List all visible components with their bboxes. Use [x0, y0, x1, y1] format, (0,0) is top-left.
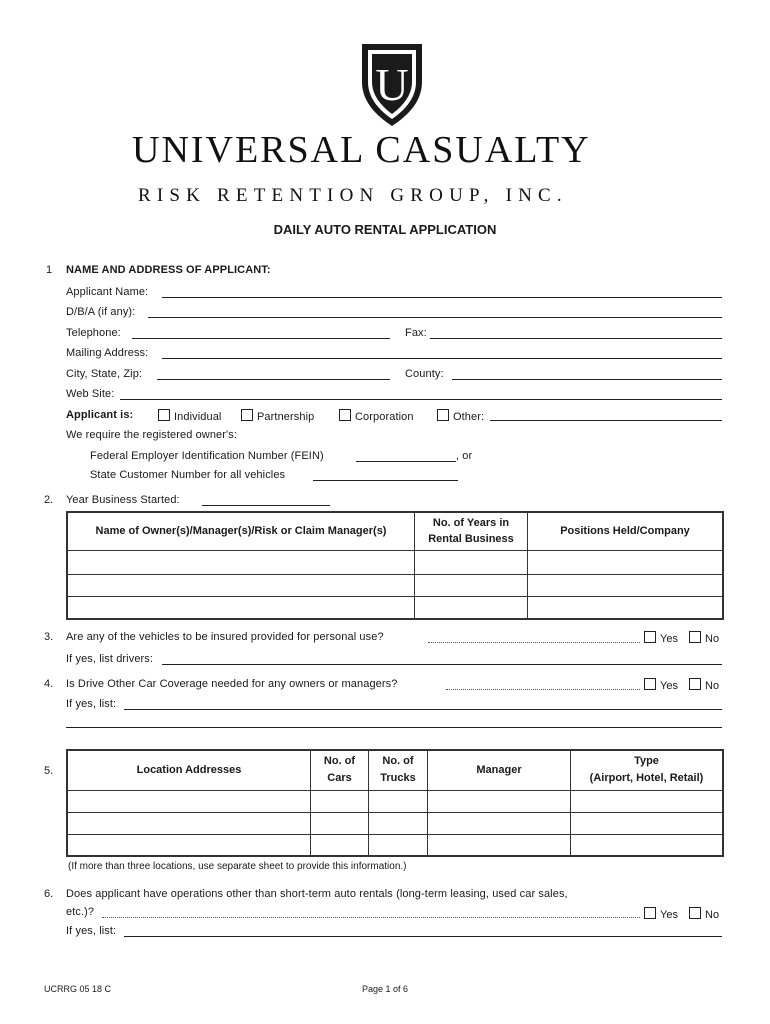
section-6-no-checkbox[interactable]: [689, 907, 701, 919]
owners-years-header: No. of Years in Rental Business: [415, 512, 528, 550]
section-2-number: 2.: [44, 494, 54, 506]
section-3-yes-checkbox[interactable]: [644, 631, 656, 643]
state-customer-label: State Customer Number for all vehicles: [90, 469, 286, 481]
manager-cell[interactable]: [428, 812, 571, 834]
cars-cell[interactable]: [311, 834, 369, 856]
owners-positions-cell[interactable]: [528, 596, 724, 619]
owners-name-header: Name of Owner(s)/Manager(s)/Risk or Claim Manager(s): [67, 512, 415, 550]
section-1-heading: NAME AND ADDRESS OF APPLICANT:: [66, 264, 271, 276]
section-6-number: 6.: [44, 888, 54, 900]
trucks-header: [369, 750, 428, 790]
county-label: County:: [405, 368, 444, 380]
table-row: [67, 550, 723, 574]
type-header-line1: Type: [634, 755, 659, 768]
web-site-field[interactable]: [120, 399, 722, 400]
applicant-name-label: Applicant Name:: [66, 286, 149, 298]
owners-name-cell[interactable]: [67, 550, 415, 574]
manager-cell[interactable]: [428, 790, 571, 812]
section-4-answers: [644, 678, 719, 692]
owners-positions-cell[interactable]: [528, 574, 724, 596]
location-cell[interactable]: [67, 834, 311, 856]
section-3-no-label: No: [705, 633, 720, 645]
section-1-number: 1: [46, 264, 53, 276]
fein-label: Federal Employer Identification Number (FEIN): [90, 450, 324, 462]
fax-label: Fax:: [405, 327, 427, 339]
require-text: We require the registered owner's:: [66, 429, 237, 441]
location-cell[interactable]: [67, 812, 311, 834]
owners-name-cell[interactable]: [67, 574, 415, 596]
type-cell[interactable]: [571, 790, 724, 812]
individual-label: Individual: [174, 411, 222, 423]
section-6-yes-label: Yes: [660, 909, 678, 921]
locations-table: [66, 749, 724, 857]
section-3-number: 3.: [44, 631, 54, 643]
state-customer-field[interactable]: [313, 480, 458, 481]
fein-field[interactable]: [356, 461, 456, 462]
other-checkbox[interactable]: [437, 409, 449, 421]
mailing-address-field[interactable]: [162, 358, 722, 359]
trucks-cell[interactable]: [369, 790, 428, 812]
telephone-field[interactable]: [132, 338, 390, 339]
section-4-no-label: No: [705, 680, 720, 692]
company-subtitle: RISK RETENTION GROUP, INC.: [138, 185, 568, 206]
location-cell[interactable]: [67, 790, 311, 812]
section-4-number: 4.: [44, 678, 54, 690]
form-code: UCRRG 05 18 C: [44, 984, 112, 994]
partnership-checkbox[interactable]: [241, 409, 253, 421]
section-4-no-checkbox[interactable]: [689, 678, 701, 690]
trucks-header-line1: No. of: [382, 755, 414, 768]
county-field[interactable]: [452, 379, 722, 380]
type-cell[interactable]: [571, 812, 724, 834]
mailing-address-label: Mailing Address:: [66, 347, 149, 359]
section-4-list-field-2[interactable]: [66, 727, 722, 728]
section-6-question-line2: etc.)?: [66, 906, 95, 918]
option-corporation[interactable]: [339, 409, 414, 423]
trucks-header-line2: Trucks: [380, 772, 416, 785]
section-4-if-yes: If yes, list:: [66, 698, 117, 710]
section-6-question-line1: Does applicant have operations other than short-term auto rentals (long-term leasing, used car sales,: [66, 888, 568, 900]
cars-header-line1: No. of: [323, 755, 356, 768]
company-logo-shield: [360, 42, 424, 128]
form-title: DAILY AUTO RENTAL APPLICATION: [273, 222, 497, 237]
dba-label: D/B/A (if any):: [66, 306, 136, 318]
cars-header: [311, 750, 369, 790]
trucks-cell[interactable]: [369, 812, 428, 834]
section-4-yes-label: Yes: [660, 680, 678, 692]
applicant-name-field[interactable]: [162, 297, 722, 298]
year-started-field[interactable]: [202, 505, 330, 506]
section-4-list-field-1[interactable]: [124, 709, 722, 710]
option-partnership[interactable]: [241, 409, 314, 423]
web-site-label: Web Site:: [66, 388, 115, 400]
option-individual[interactable]: [158, 409, 221, 423]
section-4-yes-checkbox[interactable]: [644, 678, 656, 690]
corporation-checkbox[interactable]: [339, 409, 351, 421]
section-6-list-field[interactable]: [124, 936, 722, 937]
dba-field[interactable]: [148, 317, 722, 318]
cars-header-line2: Cars: [327, 772, 352, 785]
locations-note: (If more than three locations, use separate sheet to provide this information.): [68, 861, 407, 872]
location-header: Location Addresses: [67, 750, 311, 790]
owners-years-cell[interactable]: [415, 550, 528, 574]
section-6-leader: [102, 917, 640, 918]
other-field[interactable]: [490, 420, 722, 421]
option-other[interactable]: [437, 409, 484, 423]
type-header-line2: (Airport, Hotel, Retail): [589, 772, 704, 785]
fax-field[interactable]: [430, 338, 722, 339]
section-6-if-yes: If yes, list:: [66, 925, 117, 937]
owners-years-cell[interactable]: [415, 596, 528, 619]
telephone-label: Telephone:: [66, 327, 121, 339]
cars-cell[interactable]: [311, 790, 369, 812]
trucks-cell[interactable]: [369, 834, 428, 856]
individual-checkbox[interactable]: [158, 409, 170, 421]
type-header: [571, 750, 724, 790]
owners-table-header: [67, 512, 723, 550]
manager-cell[interactable]: [428, 834, 571, 856]
city-state-zip-field[interactable]: [157, 379, 390, 380]
table-row: [67, 596, 723, 619]
cars-cell[interactable]: [311, 812, 369, 834]
section-6-no-label: No: [705, 909, 720, 921]
section-5-number: 5.: [44, 765, 54, 777]
section-3-if-yes: If yes, list drivers:: [66, 653, 154, 665]
locations-table-header: [67, 750, 723, 790]
section-3-yes-label: Yes: [660, 633, 678, 645]
company-name: UNIVERSAL CASUALTY: [132, 129, 591, 171]
section-3-question: Are any of the vehicles to be insured provided for personal use?: [66, 631, 384, 643]
section-3-no-checkbox[interactable]: [689, 631, 701, 643]
section-3-leader: [428, 642, 640, 643]
section-6-yes-checkbox[interactable]: [644, 907, 656, 919]
applicant-is-label: Applicant is:: [66, 409, 134, 421]
type-cell[interactable]: [571, 834, 724, 856]
table-row: [67, 574, 723, 596]
section-4-leader: [446, 689, 640, 690]
section-4-question: Is Drive Other Car Coverage needed for any owners or managers?: [66, 678, 398, 690]
manager-header: Manager: [428, 750, 571, 790]
table-row: [67, 812, 723, 834]
owners-table: [66, 511, 724, 620]
other-label: Other:: [453, 411, 485, 423]
section-3-drivers-field[interactable]: [162, 664, 722, 665]
fein-or: , or: [456, 450, 473, 462]
partnership-label: Partnership: [257, 411, 315, 423]
table-row: [67, 834, 723, 856]
owners-name-cell[interactable]: [67, 596, 415, 619]
owners-positions-header: Positions Held/Company: [528, 512, 724, 550]
page-number: Page 1 of 6: [361, 984, 409, 994]
owners-positions-cell[interactable]: [528, 550, 724, 574]
table-row: [67, 790, 723, 812]
city-state-zip-label: City, State, Zip:: [66, 368, 143, 380]
owners-years-cell[interactable]: [415, 574, 528, 596]
corporation-label: Corporation: [355, 411, 414, 423]
section-3-answers: [644, 631, 719, 645]
logo-letter: U: [375, 59, 409, 110]
year-started-label: Year Business Started:: [66, 494, 180, 506]
section-6-answers: [644, 907, 719, 921]
